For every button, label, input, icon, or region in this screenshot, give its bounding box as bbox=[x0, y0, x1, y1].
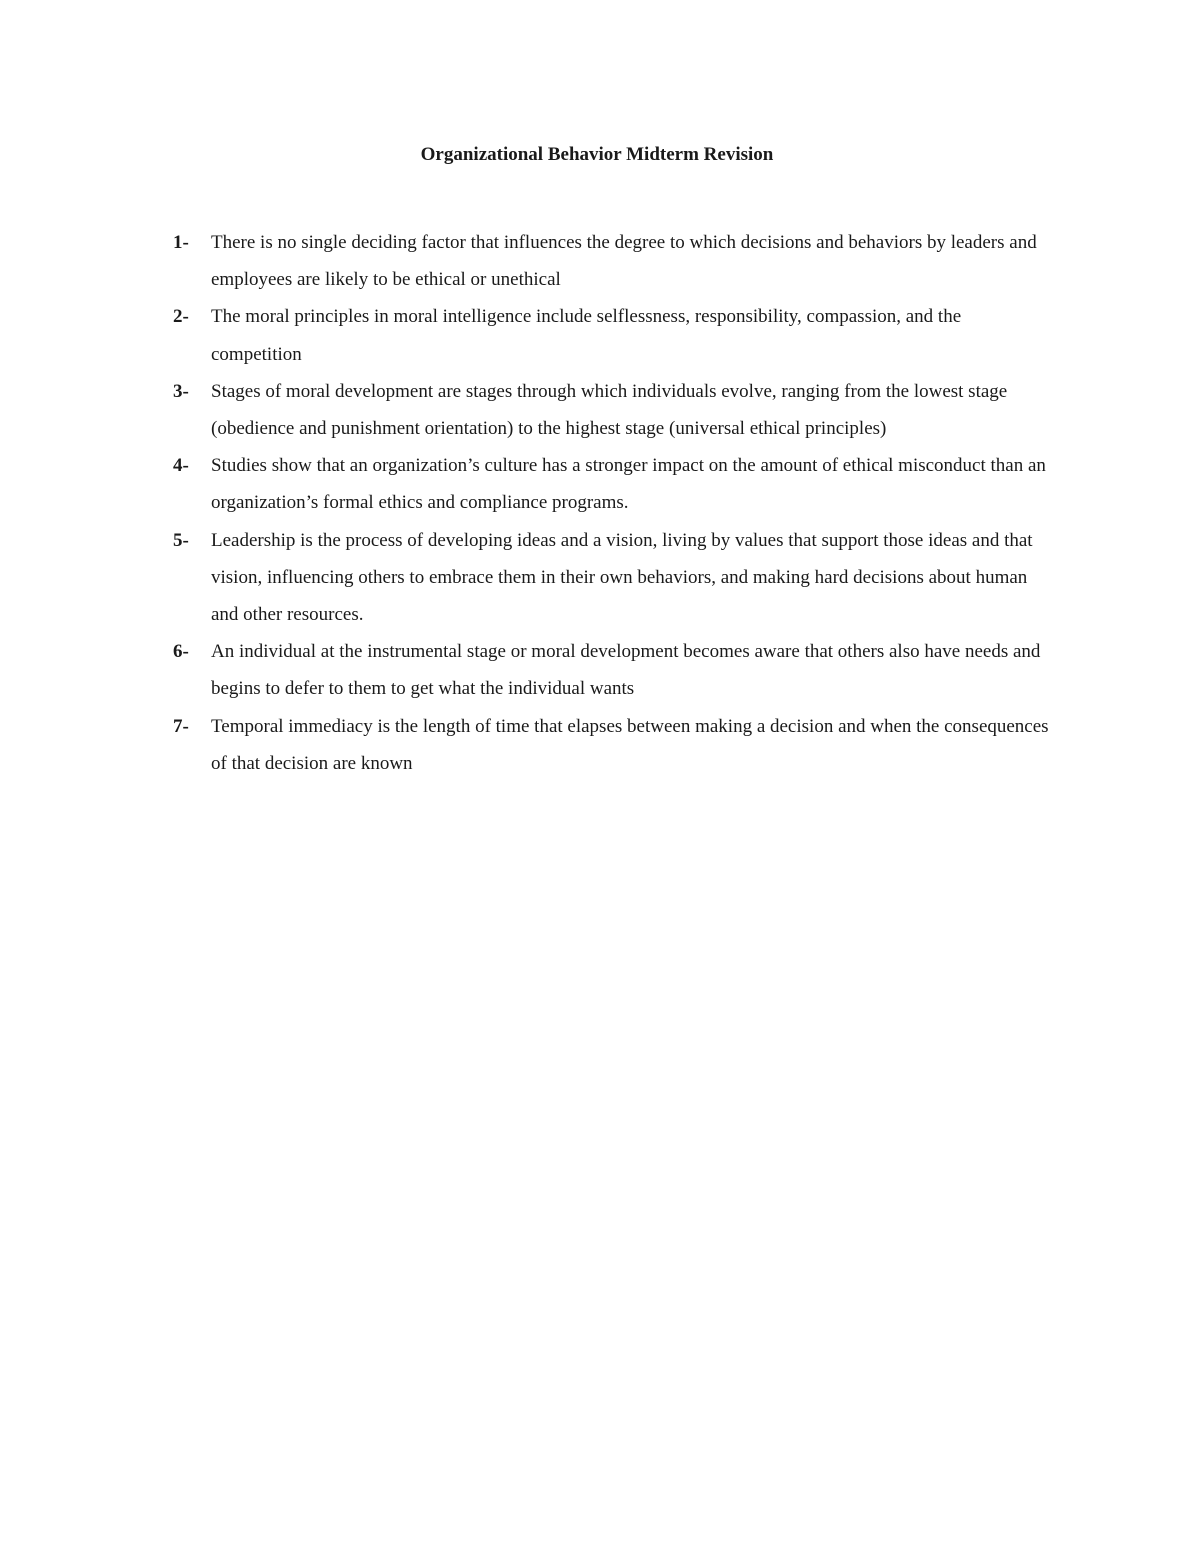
item-text: Stages of moral development are stages through which individuals evolve, ranging from the lowest stage (obedience and punishment orientation) to the highest stage (universal ethical principles) bbox=[211, 380, 1008, 440]
list-item bbox=[173, 708, 1053, 782]
list-item bbox=[173, 447, 1053, 521]
item-number: 4- bbox=[173, 455, 189, 477]
list-item bbox=[173, 224, 1053, 298]
document-title: Organizational Behavior Midterm Revision bbox=[420, 144, 774, 165]
item-text: Studies show that an organization’s culture has a stronger impact on the amount of ethical misconduct than an organization’s formal ethics and compliance programs. bbox=[211, 455, 1046, 514]
item-number: 1- bbox=[173, 232, 189, 253]
list-item bbox=[173, 633, 1053, 707]
item-number: 6- bbox=[173, 641, 189, 663]
item-text: Leadership is the process of developing ideas and a vision, living by values that support those ideas and that vision, influencing others to embrace them in their own behaviors, and making hard decisions about human and other resources. bbox=[211, 529, 1033, 626]
item-text: There is no single deciding factor that influences the degree to which decisions and behaviors by leaders and employees are likely to be ethical or unethical bbox=[211, 232, 1037, 291]
item-number: 7- bbox=[173, 715, 189, 737]
item-number: 5- bbox=[173, 529, 189, 551]
item-text: The moral principles in moral intelligence include selflessness, responsibility, compassion, and the competition bbox=[211, 306, 962, 365]
list-item bbox=[173, 522, 1053, 634]
item-number: 2- bbox=[173, 306, 189, 328]
revision-list bbox=[173, 224, 1053, 782]
item-text: Temporal immediacy is the length of time that elapses between making a decision and when the consequences of that decision are known bbox=[211, 715, 1049, 774]
list-item bbox=[173, 298, 1053, 372]
item-text: An individual at the instrumental stage or moral development becomes aware that others also have needs and begins to defer to them to get what the individual wants bbox=[211, 641, 1041, 700]
list-item bbox=[173, 373, 1053, 447]
item-number: 3- bbox=[173, 380, 189, 402]
